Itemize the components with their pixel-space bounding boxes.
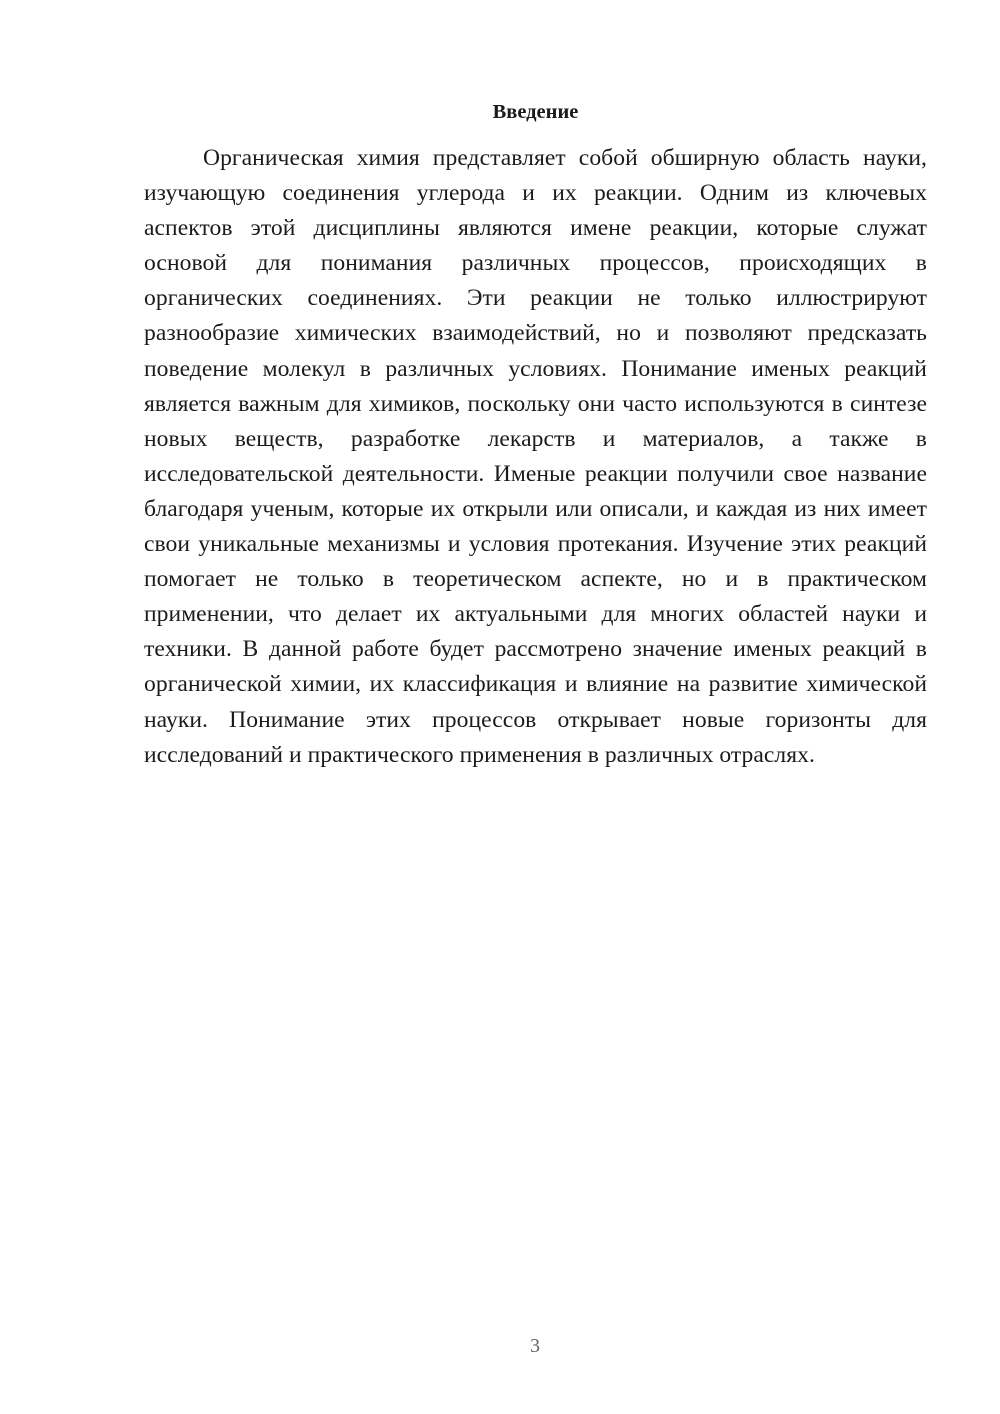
body-paragraph: Органическая химия представляет собой обширную область науки, изучающую соединения углерода и их реакции. Одним из ключевых аспектов этой дисциплины являются имене реакции, которые служат основой для понимания различных процессов, происходящих в органических соединениях. Эти реакции не только иллюстрируют разнообразие химических взаимодействий, но и позволяют предсказать поведение молекул в различных условиях. Понимание именых реакций является важным для химиков, поскольку они часто используются в синтезе новых веществ, разработке лекарств и материалов, а также в исследовательской деятельности. Именые реакции получили свое название благодаря ученым, которые их открыли или описали, и каждая из них имеет свои уникальные механизмы и условия протекания. Изучение этих реакций помогает не только в теоретическом аспекте, но и в практическом применении, что делает их актуальными для многих областей науки и техники. В данной работе будет рассмотрено значение именых реакций в органической химии, их классификация и влияние на развитие химической науки. Понимание этих процессов открывает новые горизонты для исследований и практического применения в различных отраслях.	[144, 145, 927, 768]
page-number: 3	[530, 1335, 540, 1357]
section-title: Введение	[492, 101, 579, 123]
